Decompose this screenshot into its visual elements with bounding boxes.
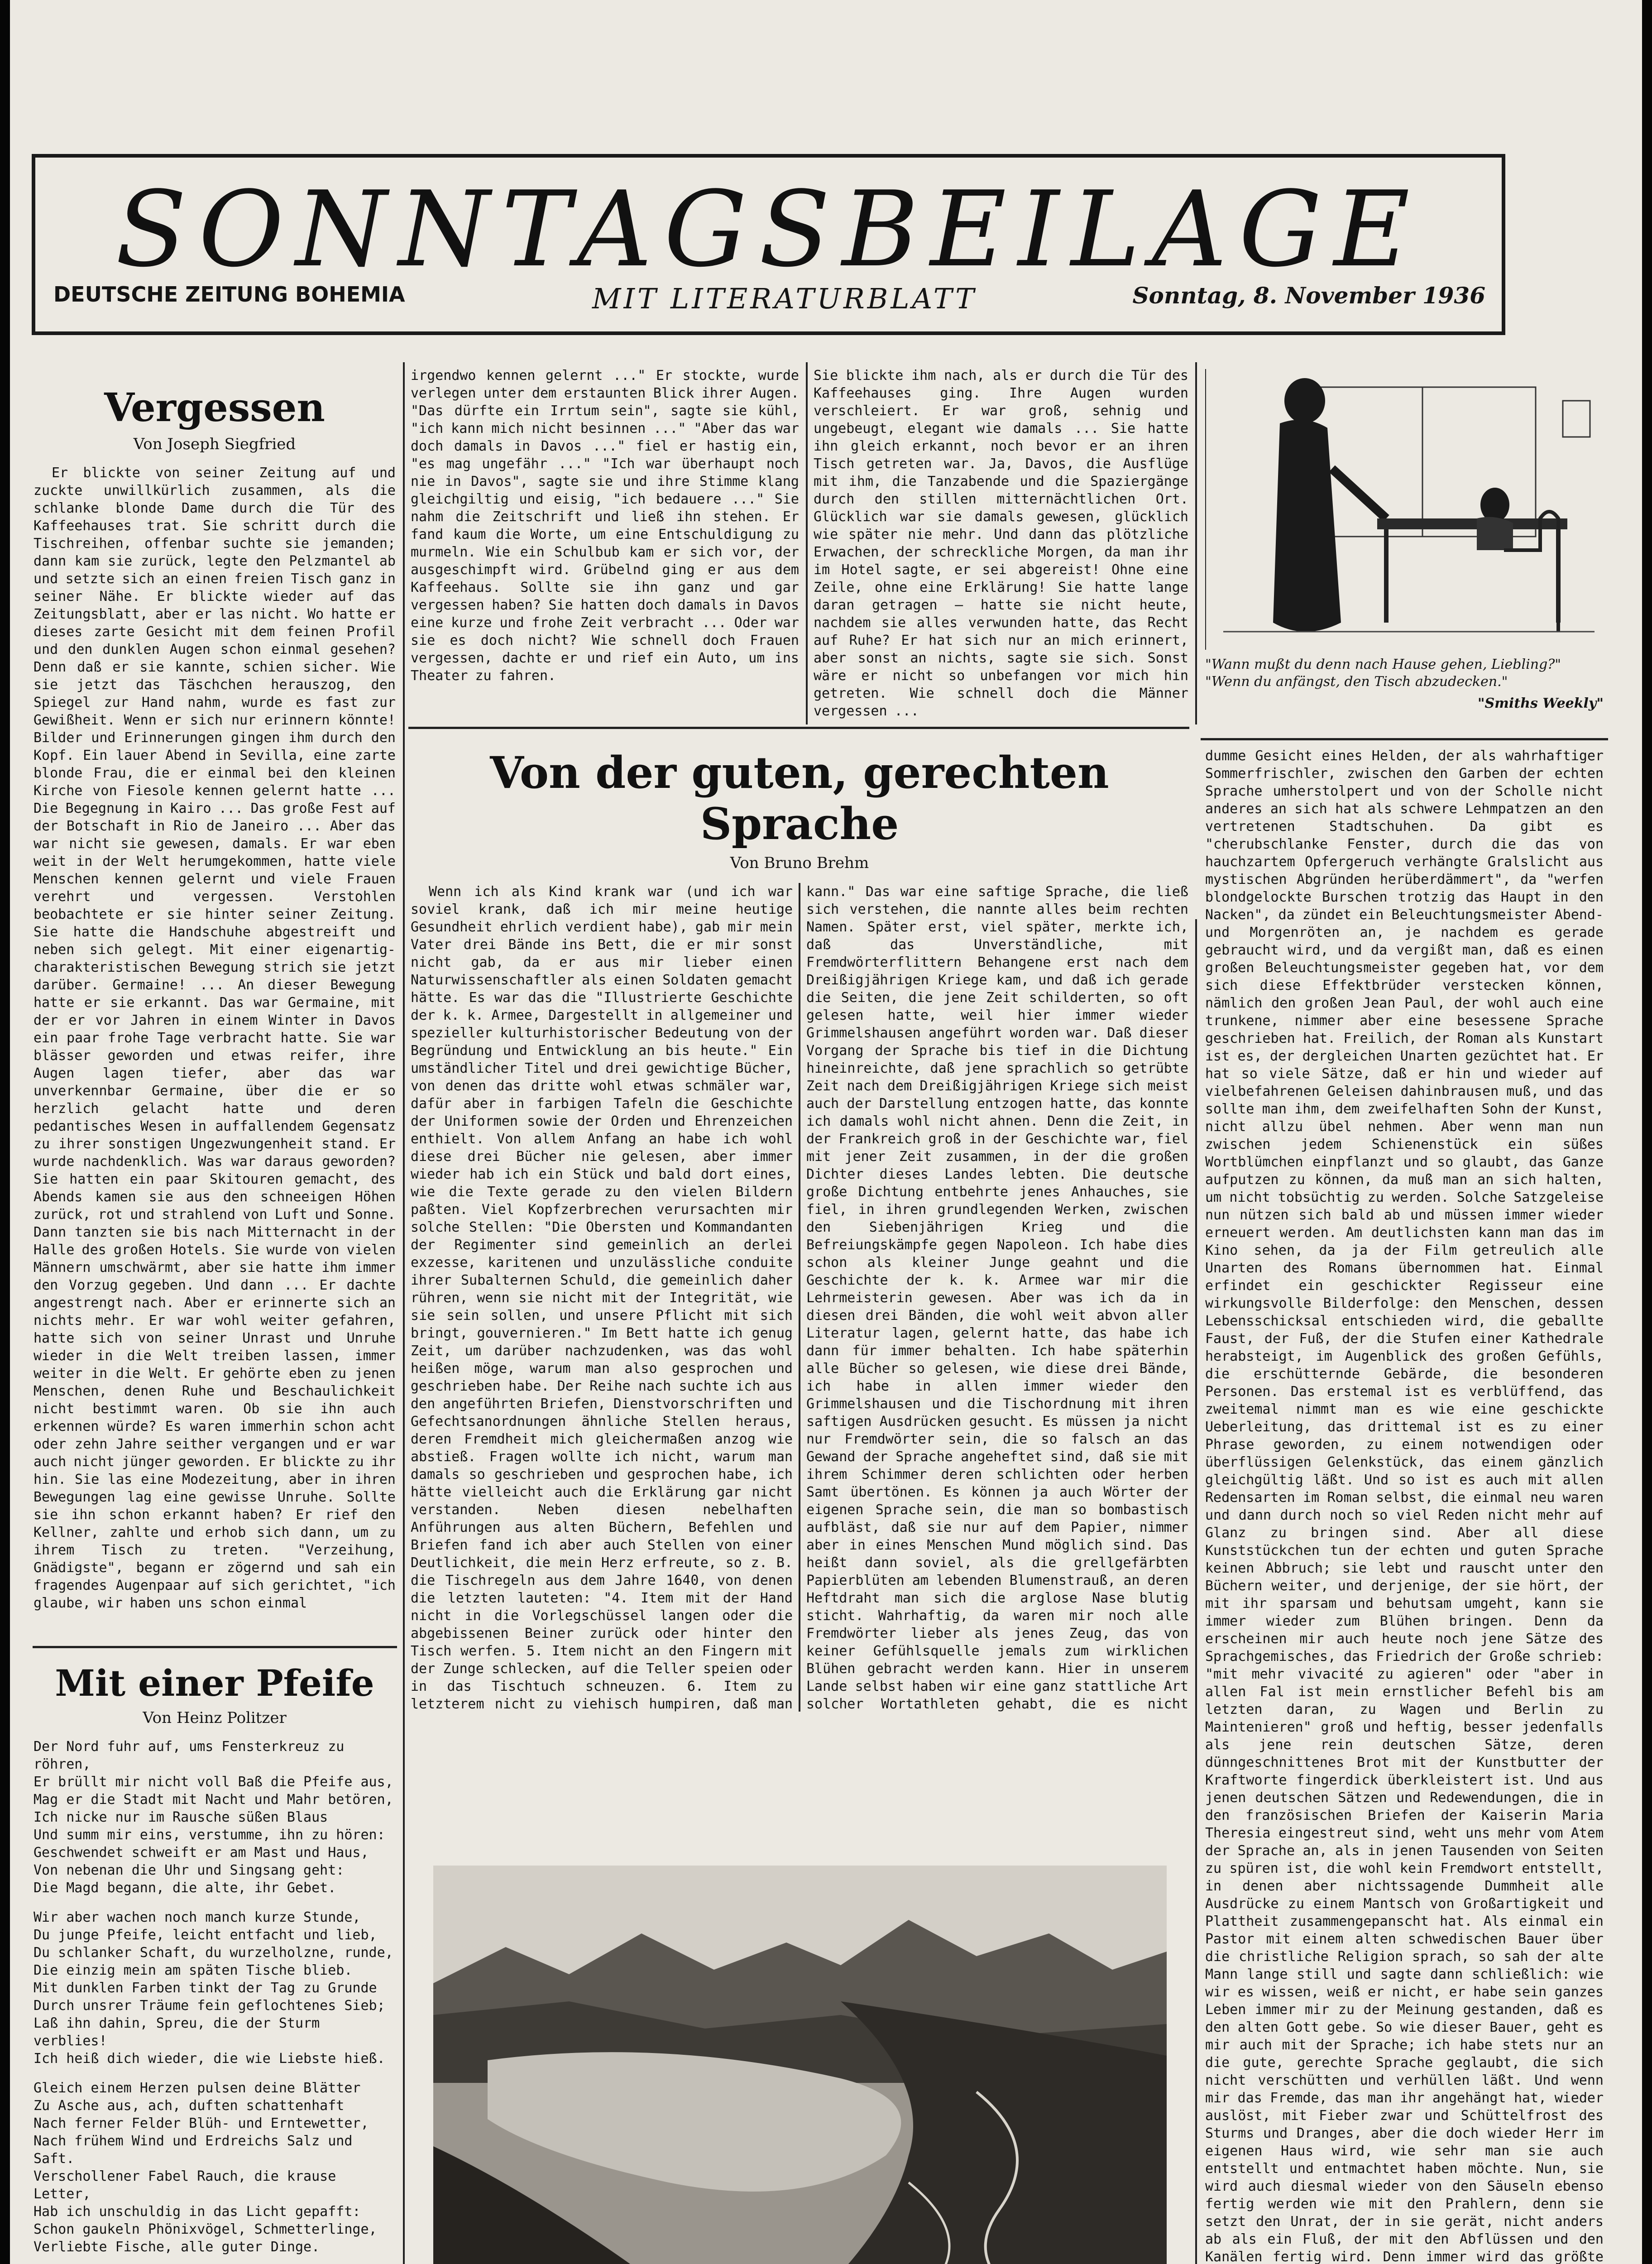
pfeife-poem [34, 1657, 396, 2264]
cartoon-drawing [1205, 369, 1604, 650]
poem-line: Nach ferner Felder Blüh- und Erntewetter, [34, 2115, 369, 2131]
article-byline: Von Joseph Siegfried [133, 435, 296, 453]
masthead [32, 154, 1505, 335]
article-body: Er blickte von seiner Zeitung auf und zuckte unwillkürlich zusammen, als die schlanke blonde Dame durch die Tür des Kaffeehauses trat. Sie schritt durch die Tischreihen, offenbar suchte sie jemanden; dann kam sie zurück, legte den Pelzmantel ab und setzte sich an einen freien Tisch ganz in seiner Nähe. Er blickte wieder auf das Zeitungsblatt, aber er las nicht. Wo hatte er dieses zarte Gesicht mit dem feinen Profil und den dunklen Augen schon einmal gesehen? Denn daß er sie kannte, schien sicher. Wie sie jetzt das Täschchen herauszog, den Spiegel zur Hand nahm, wurde es fast zur Gewißheit. Wenn er sich nur erinnern könnte! Bilder und Erinnerungen gingen ihm durch den Kopf. Ein lauer Abend in Sevilla, eine zarte blonde Frau, die er einmal bei den kleinen Kirche von Fiesole kennen gelernt hatte ... Die Begegnung in Kairo ... Das große Fest auf der Botschaft in Rio de Janeiro ... Aber das war nicht sie gewesen, damals. Er war eben weit in der Welt herumgekommen, hatte viele Menschen kennen gelernt und viele Frauen verehrt und vergessen. Verstohlen beobachtete er sie hinter seiner Zeitung. Sie hatte die Handschuhe abgestreift und neben sich gelegt. Mit einer eigenartig-charakteristischen Bewegung strich sie jetzt darüber. Germaine! ... An dieser Bewegung hatte er sie erkannt. Das war Germaine, mit der er vor Jahren in einem Winter in Davos ein paar frohe Tage verbracht hatte. Sie war blässer geworden und etwas reifer, ihre Augen lagen tiefer, aber das war unverkennbar Germaine, über die er so herzlich gelacht hatte und deren pedantisches Wesen in auffallendem Gegensatz zu ihrer sonstigen Ungezwungenheit stand. Er wurde nachdenklich. Was war daraus geworden? Sie hatten ein paar Skitouren gemacht, des Abends kamen sie aus den schneeigen Höhen zurück, rot und strahlend von Luft und Sonne. Dann tanzten sie bis nach Mitternacht in der Halle des großen Hotels. Sie wurde von vielen Männern umschwärmt, aber sie hatte ihm immer den Vorzug gegeben. Und dann ... Er dachte angestrengt nach. Aber er erinnerte sich an nichts mehr. Er war wohl weiter gefahren, hatte sich von seiner Unrast und Unruhe wieder in die Welt treiben lassen, immer weiter in die Welt. Er gehörte eben zu jenen Menschen, denen Ruhe und Beschaulichkeit nicht bestimmt waren. Ob sie ihn auch erkennen würde? Es waren immerhin schon acht oder zehn Jahre seither vergangen und er war auch nicht jünger geworden. Er blickte zu ihr hin. Sie las eine Modezeitung, aber in ihren Bewegungen lag eine gewisse Unruhe. Sollte sie ihn schon erkannt haben? Er rief den Kellner, zahlte und erhob sich dann, um zu ihrem Tisch zu treten. "Verzeihung, Gnädigste", begann er zögernd und sah ein fragendes Augenpaar auf sich gerichtet, "ich glaube, wir haben uns schon einmal [34, 465, 396, 1611]
column-rule-1 [403, 362, 405, 2264]
article-title: Vergessen [104, 385, 325, 431]
photo-block [433, 1866, 1167, 2264]
column-divider-left [33, 1646, 397, 1648]
poem-line: Der Nord fuhr auf, ums Fensterkreuz zu röhren, [34, 1739, 345, 1772]
poem-stanza [34, 1909, 396, 2067]
sprache-continued [1205, 747, 1604, 2264]
poem-line: Ich heiß dich wieder, die wie Liebste hieß. [34, 2051, 385, 2067]
poem-body [34, 1738, 396, 2264]
column-rule-3 [1195, 362, 1197, 724]
article-divider-top [408, 727, 1189, 729]
poem-line: Zu Asche aus, ach, duften schattenhaft [34, 2098, 345, 2114]
masthead-title: SONNTAGSBEILAGE [115, 169, 1422, 290]
poem-line: Ich nicke nur im Rausche süßen Blaus [34, 1809, 328, 1825]
poem-line: Durch unsrer Träume fein geflochtenes Sieb; [34, 1998, 385, 2014]
landscape-photo [433, 1866, 1167, 2264]
poem-stanza [34, 1738, 396, 1897]
poem-line: Schon gaukeln Phönixvögel, Schmetterlinge, [34, 2221, 377, 2237]
poem-line: Du junge Pfeife, leicht entfacht und lieb, [34, 1927, 377, 1943]
poem-line: Die einzig mein am späten Tische blieb. [34, 1962, 353, 1978]
poem-line: Mit dunklen Farben tinkt der Tag zu Grunde [34, 1980, 377, 1996]
poem-line: Nach frühem Wind und Erdreichs Salz und Saft. [34, 2133, 353, 2167]
cartoon-caption: "Wann mußt du denn nach Hause gehen, Liebling?" "Wenn du anfängst, den Tisch abzudecken." [1205, 657, 1561, 690]
poem-line: Gleich einem Herzen pulsen deine Blätter [34, 2080, 361, 2096]
cartoon-divider [1201, 738, 1608, 740]
poem-line: Du schlanker Schaft, du wurzelholzne, runde, [34, 1945, 393, 1961]
poem-line: Verliebte Fische, alle guter Dinge. [34, 2239, 320, 2255]
poem-line: Und summ mir eins, verstumme, ihn zu hören: [34, 1827, 385, 1843]
vergessen-continued [411, 367, 799, 720]
article-body: Sie blickte ihm nach, als er durch die Tür des Kaffeehauses ging. Ihre Augen wurden verschleiert. Er war groß, sehnig und ungebeugt, elegant wie damals ... Sie hatte ihn gleich erkannt, noch bevor er an ihren Tisch getreten war. Ja, Davos, die Ausflüge mit ihm, die Tanzabende und die Spaziergänge durch den stillen mitternächtlichen Ort. Glücklich war sie damals gewesen, glücklich wie später nie mehr. Und dann das plötzliche Erwachen, der schreckliche Morgen, da man ihr im Hotel sagte, er sei abgereist! Ohne eine Zeile, ohne eine Erklärung! Sie hatte lange daran getragen — hatte sie nicht heute, nachdem sie alles verwunden hatte, das Recht auf Ruhe? Er hat sich nur an mich erinnert, aber sonst an nichts, sagte sie sich. Sonst wäre er nicht so unbefangen vor mich hin getreten. Wie schnell doch die Männer vergessen ... [814, 368, 1188, 719]
masthead-date: Sonntag, 8. November 1936 [1132, 282, 1485, 309]
vergessen-article [34, 362, 396, 1639]
poem-stanza [34, 2079, 396, 2256]
poem-line: Die Magd begann, die alte, ihr Gebet. [34, 1880, 336, 1896]
column-rule-4 [1195, 919, 1197, 2264]
masthead-subtitle: MIT LITERATURBLATT [592, 282, 977, 315]
column-rule-2 [806, 362, 808, 724]
cartoon [1205, 369, 1604, 731]
poem-line: Wir aber wachen noch manch kurze Stunde, [34, 1909, 361, 1925]
newspaper-page [10, 0, 1642, 2264]
poem-line: Verschollener Fabel Rauch, die krause Letter, [34, 2168, 336, 2202]
article-body: dumme Gesicht eines Helden, der als wahrhaftiger Sommerfrischler, zwischen den Garben der echten Sprache umherstolpert und von der Scholle nicht anderes an sich hat als schwere Lehmpatzen an den vertretenen Stadtschuhen. Da gibt es "cherubschlanke Fenster, durch die das von hauchzartem Opfergeruch verhängte Gralslicht aus mystischen Abgründen herüberdämmert", da "werfen blondgelockte Burschen trotzig das Haupt in den Nacken", da zündet ein Beleuchtungsmeister Abend- und Morgenröten an, je nachdem es gerade gebraucht wird, und da vergißt man, daß es einen großen Beleuchtungsmeister gegeben hat, vor dem sich diese Effektbrüder verstecken können, nämlich den großen Jean Paul, der wohl auch eine trunkene, nimmer aber eine besessene Sprache geschrieben hat. Freilich, der Roman als Kunstart ist es, der dergleichen Unarten gezüchtet hat. Er hat so viele Sätze, daß er hin und wieder auf vielbefahrenen Geleisen dahinbrausen muß, und das sollte man ihm, dem zweifelhaften Sohn der Kunst, nicht allzu übel nehmen. Aber wenn man nun zwischen jedem Schienenstück ein süßes Wortblümchen einpflanzt und so glaubt, das Ganze aufputzen zu können, da muß man an sich halten, um nicht tobsüchtig zu werden. Solche Satzgeleise nun nützen sich bald ab und müssen immer wieder erneuert werden. Am deutlichsten kann man das im Kino sehen, da ja der Film getreulich alle Unarten des Romans übernommen hat. Einmal erfindet ein geschickter Regisseur eine wirkungsvolle Bilderfolge: den Menschen, dessen Lebensschicksal entschieden wird, die geballte Faust, der Fuß, der die Stufen einer Kathedrale herabsteigt, im Augenblick des großen Gefühls, die erschütternde Gebärde, die besonderen Personen. Das erstemal ist es verblüffend, das zweitemal nimmt man es wie eine geschickte Ueberleitung, das drittemal ist es zu einer Phrase geworden, zu einem notwendigen oder überflüssigen Gelenkstück, das einem gänzlich gleichgültig läßt. Und so ist es auch mit allen Redensarten im Roman selbst, die einmal neu waren und dann durch noch so viel Reden nicht mehr auf Glanz zu bringen sind. Aber all diese Kunststückchen tun der echten und guten Sprache keinen Abbruch; sie lebt und rauscht unter den Büchern weiter, und derjenige, der sie hört, der mit ihr sparsam und behutsam umgeht, kann sie immer wieder zum Blühen bringen. Denn da erscheinen mir auch heute noch jene Sätze des Sprachgemisches, das Friedrich der Große schrieb: "mit mehr vivacité zu agieren" oder "aber in allen Fal ist mein ernstlicher Befehl bis am letzten daran, zu Wagen und Berlin zu Maintenieren" groß und heftig, besser jedenfalls als jene rein deutschen Sätze, deren dünngeschnittenes Brot mit der Kunstbutter der Kraftworte fingerdick überkleistert ist. Und aus jenen deutschen Sätzen und Redewendungen, die in den französischen Briefen der Kaiserin Maria Theresia eingestreut sind, weht uns mehr vom Atem der Sprache an, als in jenen Tausenden von Seiten zu spüren ist, die wohl kein Fremdwort entstellt, in denen aber nichtssagende Dummheit alle Ausdrücke zu einem Mantsch von Großartigkeit und Plattheit zusammengepanscht hat. Als einmal ein Pastor mit einem alten schwedischen Bauer über die christliche Religion sprach, so sah der alte Mann lange still und sagte dann schließlich: wie wir es wissen, weiß er nicht, er habe sein ganzes Leben immer mir zu der Meinung gestanden, daß es den alten Gott gebe. So wie dieser Bauer, geht es mir auch mit der Sprache; ich habe stets nur an die gute, gerechte Sprache geglaubt, die sich nicht verschütten und verhüllen läßt. Und wenn mir das Fremde, das man ihr angehängt hat, wieder auslöst, mit Fieber zwar und Schüttelfrost des Sturms und Dranges, aber die doch wieder Herr im eigenen Haus wird, wie sehr man sie auch entstellt und entmachtet haben möchte. Nun, sie wird auch diesmal wieder von den Säuseln ebenso fertig werden wie mit den Prahlern, denn sie setzt den Unrat, der in sie gerät, nicht anders ab als ein Fluß, der mit den Abflüssen und den Kanälen fertig wird. Denn immer wird das größte [1205, 748, 1604, 2264]
article-byline: Von Bruno Brehm [730, 854, 869, 872]
article-title: Von der guten, gerechten Sprache [490, 747, 1109, 849]
cartoon-source: "Smiths Weekly" [1477, 696, 1604, 711]
article-body: irgendwo kennen gelernt ..." Er stockte, wurde verlegen unter dem erstaunten Blick ihrer Augen. "Das dürfte ein Irrtum sein", sagte sie kühl, "ich kann mich nicht besinnen ..." "Aber das war doch damals in Davos ..." fiel er hastig ein, "es mag ungefähr ..." "Ich war überhaupt noch nie in Davos", sagte sie und ihre Stimme klang gleichgiltig und eisig, "ich bedauere ..." Sie nahm die Zeitschrift und ließ ihn stehen. Er fand kaum die Worte, um eine Entschuldigung zu murmeln. Wie ein Schulbub kam er sich vor, der ausgeschimpft wird. Grübelnd ging er aus dem Kaffeehaus. Sollte sie ihn ganz und gar vergessen haben? Sie hatten doch damals in Davos eine kurze und frohe Zeit verbracht ... Oder war sie es doch nicht? Wie schnell doch Frauen vergessen, dachte er und rief ein Auto, um ins Theater zu fahren. [411, 368, 799, 684]
masthead-publication: DEUTSCHE ZEITUNG BOHEMIA [53, 282, 405, 307]
poem-line: Von nebenan die Uhr und Singsang geht: [34, 1862, 345, 1878]
poem-line: Mag er die Stadt mit Nacht und Mahr betören, [34, 1792, 393, 1808]
poem-line: Hab ich unschuldig in das Licht gepafft: [34, 2204, 361, 2220]
vergessen-ending [814, 367, 1188, 720]
poem-title: Mit einer Pfeife [55, 1662, 374, 1704]
sprache-article [411, 738, 1188, 1712]
poem-line: Er brüllt mir nicht voll Baß die Pfeife aus, [34, 1774, 393, 1790]
poem-line: Geschwendet schweift er am Mast und Haus, [34, 1845, 369, 1861]
poem-line: Laß ihn dahin, Spreu, die der Sturm verblies! [34, 2015, 320, 2049]
article-body: Wenn ich als Kind krank war (und ich war soviel krank, daß ich mir meine heutige Gesundheit ehrlich verdient habe), gab mir mein Vater drei Bände ins Bett, die er mir sonst nicht gab, da er aus mir lieber einen Naturwissenschaftler als einen Soldaten gemacht hätte. Es war das die "Illustrierte Geschichte der k. k. Armee, Dargestellt in allgemeiner und spezieller kulturhistorischer Bedeutung von der Begründung und Entwicklung an bis heute." Ein umständlicher Titel und drei gewichtige Bücher, von denen das dritte wohl etwas schmäler war, dafür aber in farbigen Tafeln die Geschichte der Uniformen sowie der Orden und Ehrenzeichen enthielt. Von allem Anfang an habe ich wohl diese drei Bücher nie gelesen, aber immer wieder hab ich ein Stück und bald dort eines, wie die Texte gerade zu den vielen Bildern paßten. Viel Kopfzerbrechen verursachten mir solche Stellen: "Die Obersten und Kommandanten der Regimenter sind gemeinlich an derlei exzesse, karitenen und unzulässliche conduite ihrer Subalternen Schuld, die gemeinlich daher rühren, wenn sie nicht mit der Integrität, wie sie sein sollen, und unsere Pflicht mit sich bringt, gouvernieren." Im Bett hatte ich genug Zeit, um darüber nachzudenken, was das wohl heißen möge, warum man also gesprochen und geschrieben habe. Der Reihe nach suchte ich aus den angeführten Briefen, Dienstvorschriften und Gefechtsanordnungen ähnliche Stellen heraus, deren Fremdheit mich gleichermaßen anzog wie abstieß. Fragen wollte ich nicht, warum man damals so geschrieben und gesprochen habe, ich hätte vielleicht auch die Erklärung gar nicht verstanden. Neben diesen nebelhaften Anführungen aus alten Büchern, Befehlen und Briefen fand ich aber auch Stellen von einer Deutlichkeit, die mein Herz erfreute, so z. B. die Tischregeln aus dem Jahre 1640, von denen die letzten lauteten: "4. Item mit der Hand nicht in die Vorlegschüssel langen oder die abgebissenen Beiner zurück oder hinter den Tisch werfen. 5. Item nicht an den Fingern mit der Zunge schlecken, auf die Teller speien oder in das Tischtuch schneuzen. 6. Item zu letzterem nicht zu viehisch humpiren, daß man kann." Das war eine saftige Sprache, die ließ sich verstehen, die nannte alles beim rechten Namen. Später erst, viel später, merkte ich, daß das Unverständliche, mit Fremdwörterflittern Behangene erst nach dem Dreißigjährigen Kriege kam, und daß ich gerade die Seiten, die jene Zeit schilderten, so oft gelesen hatte, weil hier immer wieder Grimmelshausen angeführt worden war. Daß dieser Vorgang der Sprache bis tief in die Dichtung hineinreichte, daß jene sprachlich so getrübte Zeit nach dem Dreißigjährigen Kriege sich meist auch der Darstellung entzogen hatte, das konnte ich damals wohl nicht ahnen. Denn die Zeit, in der Frankreich groß in der Geschichte war, fiel mit jener Zeit zusammen, in der die großen Dichter dieses Landes lebten. Die deutsche große Dichtung entbehrte jenes Anhauches, sie fiel, in ihren grundlegenden Werken, zwischen den Siebenjährigen Krieg und die Befreiungskämpfe gegen Napoleon. Ich habe dies schon als kleiner Junge geahnt und die Geschichte der k. k. Armee war mir die Lehrmeisterin gewesen. Aber was ich da in diesen drei Bänden, die wohl weit abvon aller Literatur lagen, gelernt hatte, das habe ich dann für immer behalten. Ich habe späterhin alle Bücher so gelesen, wie diese drei Bände, ich habe in allen immer wieder den Grimmelshausen und die Tischordnung mit ihren saftigen Ausdrücken gesucht. Es müssen ja nicht nur Fremdwörter sein, die so falsch an das Gewand der Sprache angeheftet sind, daß sie mit ihrem Schimmer deren schlichten oder herben Samt übertönen. Es können ja auch Wörter der eigenen Sprache sein, die man so bombastisch aufbläst, daß sie nur auf dem Papier, nimmer aber in eines Menschen Mund möglich sind. Das heißt dann soviel, als die grellgefärbten Papierblüten am lebenden Blumenstrauß, an deren Heftdraht man sich die arglose Nase blutig sticht. Wahrhaftig, da waren mir noch alle Fremdwörter lieber als jenes Zeug, das von keiner Gefühlsquelle jemals zum wirklichen Blühen gebracht werden kann. Hier in unserem Lande selbst haben wir eine ganz stattliche Art solcher Wortathleten gehabt, die es nicht [411, 884, 1188, 1712]
poem-byline: Von Heinz Politzer [143, 1709, 287, 1727]
